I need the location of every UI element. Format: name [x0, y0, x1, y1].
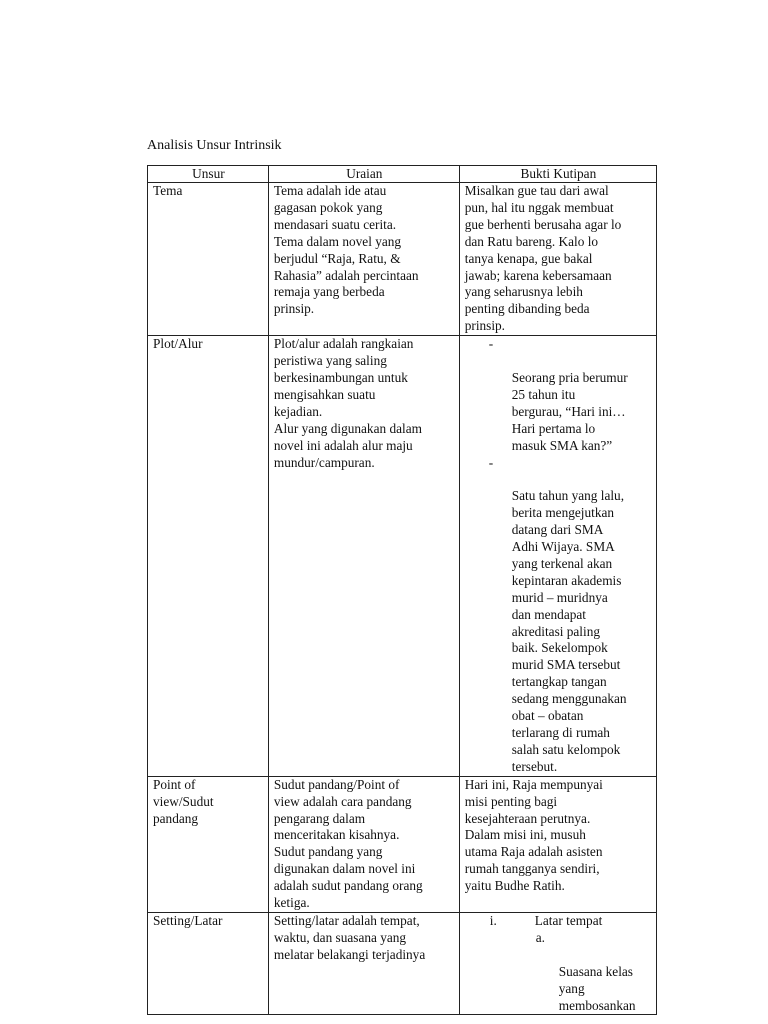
dash-bullet: - — [488, 454, 494, 470]
table-row — [148, 912, 657, 1014]
table-row — [148, 776, 657, 912]
page-title: Analisis Unsur Intrinsik — [147, 138, 282, 153]
table-row — [148, 336, 657, 777]
cell-uraian-plot: Plot/alur adalah rangkaian peristiwa yang saling berkesinambungan untuk mengisahkan suatu kejadian. Alur yang digunakan dalam novel ini adalah alur maju mundur/campuran. — [268, 336, 459, 777]
alpha-item-text: Suasana kelas yang membosankan — [558, 963, 636, 1013]
header-uraian: Uraian — [268, 166, 459, 183]
cell-uraian-setting: Setting/latar adalah tempat, waktu, dan suasana yang melatar belakangi terjadinya — [268, 912, 459, 1014]
table-header-row — [148, 166, 657, 183]
roman-item-text: Latar tempat — [534, 912, 603, 928]
alpha-list-item — [465, 930, 652, 1015]
quote-list — [465, 336, 652, 776]
cell-unsur-plot: Plot/Alur — [148, 336, 269, 777]
list-item — [465, 336, 652, 454]
header-unsur: Unsur — [148, 166, 269, 183]
analysis-table — [147, 165, 657, 1015]
quote-text: Satu tahun yang lalu, berita mengejutkan datang dari SMA Adhi Wijaya. SMA yang terkenal akan kepintaran akademis murid – muridnya dan mendapat akreditasi paling baik. Sekelompok murid SMA tersebut tertangkap tangan sedang menggunakan obat – obatan terlarang di rumah salah satu kelompok tersebut. — [511, 488, 627, 774]
cell-bukti-setting — [459, 912, 656, 1014]
roman-numeral: i. — [489, 912, 497, 928]
list-item — [465, 455, 652, 776]
cell-uraian-tema: Tema adalah ide atau gagasan pokok yang mendasari suatu cerita. Tema dalam novel yang berjudul “Raja, Ratu, & Rahasia” adalah percintaan remaja yang berbeda prinsip. — [268, 183, 459, 336]
cell-uraian-pov: Sudut pandang/Point of view adalah cara pandang pengarang dalam menceritakan kisahnya. Sudut pandang yang digunakan dalam novel ini adalah sudut pandang orang ketiga. — [268, 776, 459, 912]
cell-unsur-pov: Point of view/Sudut pandang — [148, 776, 269, 912]
table-row — [148, 183, 657, 336]
cell-bukti-plot — [459, 336, 656, 777]
cell-bukti-tema: Misalkan gue tau dari awal pun, hal itu nggak membuat gue berhenti berusaha agar lo dan Ratu bareng. Kalo lo tanya kenapa, gue bakal jawab; karena kebersamaan yang seharusnya lebih penting dibanding beda prinsip. — [459, 183, 656, 336]
cell-unsur-tema: Tema — [148, 183, 269, 336]
roman-list-item — [465, 913, 652, 930]
alpha-marker: a. — [535, 929, 545, 945]
cell-bukti-pov: Hari ini, Raja mempunyai misi penting bagi kesejahteraan perutnya. Dalam misi ini, musuh utama Raja adalah asisten rumah tangganya sendiri, yaitu Budhe Ratih. — [459, 776, 656, 912]
dash-bullet: - — [488, 336, 494, 352]
quote-text: Seorang pria berumur 25 tahun itu bergurau, “Hari ini… Hari pertama lo masuk SMA kan?” — [511, 369, 628, 453]
cell-unsur-setting: Setting/Latar — [148, 912, 269, 1014]
header-bukti-kutipan: Bukti Kutipan — [459, 166, 656, 183]
